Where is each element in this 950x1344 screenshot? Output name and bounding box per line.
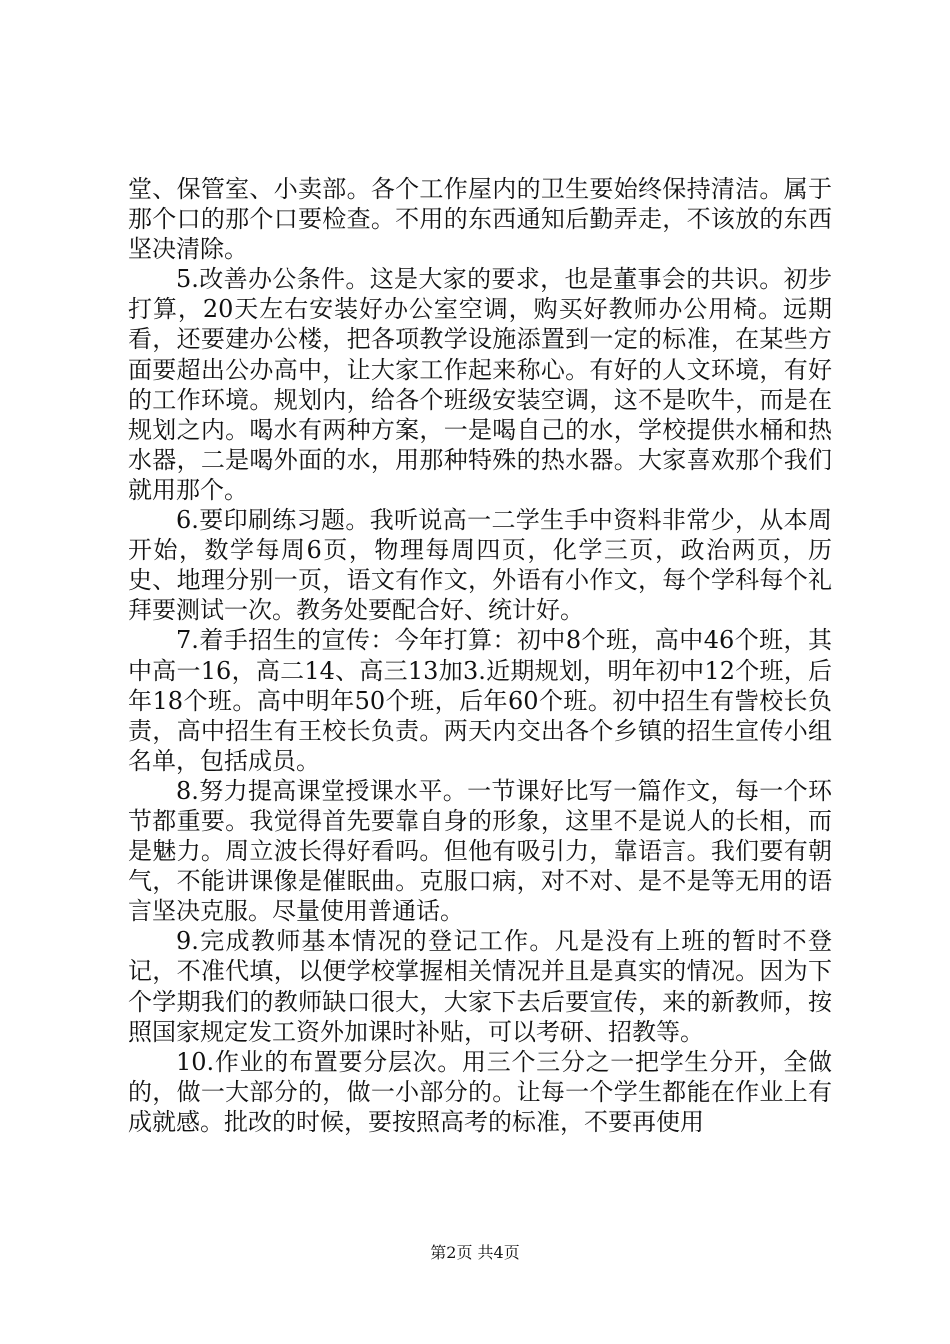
- paragraph-7: 10.作业的布置要分层次。用三个三分之一把学生分开，全做的，做一大部分的，做一小部分的。让每一个学生都能在作业上有成就感。批改的时候，要按照高考的标准，不要再使用: [128, 1047, 832, 1136]
- paragraph-3: 6.要印刷练习题。我听说高一二学生手中资料非常少，从本周开始，数学每周6页，物理每周四页，化学三页，政治两页，历史、地理分别一页，语文有作文，外语有小作文，每个学科每个礼拜要测试一次。教务处要配合好、统计好。: [128, 506, 832, 625]
- paragraph-1: 堂、保管室、小卖部。各个工作屋内的卫生要始终保持清洁。属于那个口的那个口要检查。不用的东西通知后勤弄走，不该放的东西坚决清除。: [128, 175, 832, 264]
- paragraph-2: 5.改善办公条件。这是大家的要求，也是董事会的共识。初步打算，20天左右安装好办公室空调，购买好教师办公用椅。远期看，还要建办公楼，把各项教学设施添置到一定的标准，在某些方面要超出公办高中，让大家工作起来称心。有好的人文环境，有好的工作环境。规划内，给各个班级安装空调，这不是吹牛，而是在规划之内。喝水有两种方案，一是喝自己的水，学校提供水桶和热水器，二是喝外面的水，用那种特殊的热水器。大家喜欢那个我们就用那个。: [128, 265, 832, 504]
- paragraph-5: 8.努力提高课堂授课水平。一节课好比写一篇作文，每一个环节都重要。我觉得首先要靠自身的形象，这里不是说人的长相，而是魅力。周立波长得好看吗。但他有吸引力，靠语言。我们要有朝气，不能讲课像是催眠曲。克服口病，对不对、是不是等无用的语言坚决克服。尽量使用普通话。: [128, 776, 832, 926]
- paragraph-4: 7.着手招生的宣传：今年打算：初中8个班，高中46个班，其中高一16，高二14、高三13加3.近期规划，明年初中12个班，后年18个班。高中明年50个班，后年60个班。初中招生有訾校长负责，高中招生有王校长负责。两天内交出各个乡镇的招生宣传小组名单，包括成员。: [128, 626, 832, 775]
- paragraph-6: 9.完成教师基本情况的登记工作。凡是没有上班的暂时不登记，不准代填，以便学校掌握相关情况并且是真实的情况。因为下个学期我们的教师缺口很大，大家下去后要宣传，来的新教师，按照国家规定发工资外加课时补贴，可以考研、招教等。: [128, 927, 832, 1046]
- page-footer: 第2页 共4页: [430, 1243, 520, 1262]
- document-body: [128, 174, 832, 1137]
